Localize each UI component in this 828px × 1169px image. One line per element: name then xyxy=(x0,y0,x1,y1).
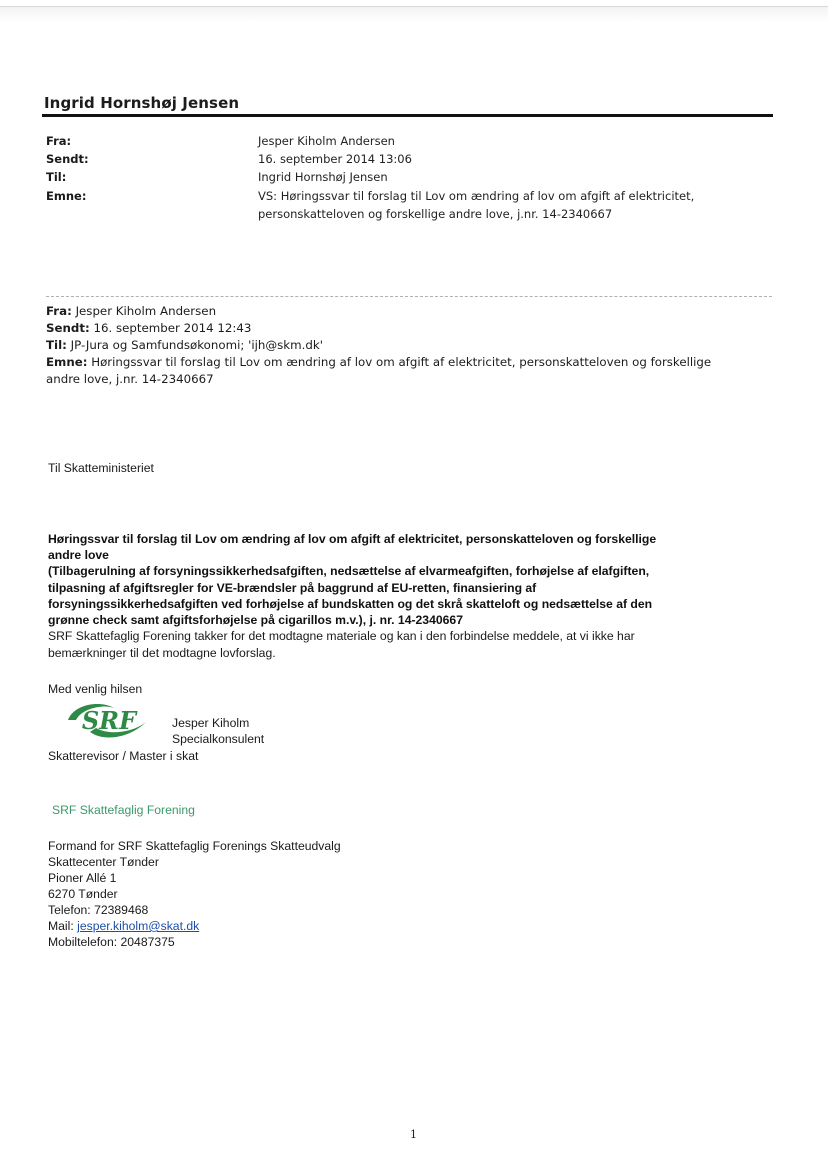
srf-logo-text: SRF xyxy=(81,706,137,735)
forwarded-to-label: Til: xyxy=(46,338,67,352)
closing-greeting: Med venlig hilsen xyxy=(48,682,143,696)
forwarded-from-label: Fra: xyxy=(46,304,72,318)
forwarded-to xyxy=(46,337,323,353)
body-paragraph-line2: bemærkninger til det modtagne lovforslag. xyxy=(48,646,276,660)
subject-value-line2: personskatteloven og forskellige andre love, j.nr. 14-2340667 xyxy=(258,207,613,221)
forwarded-subject xyxy=(46,354,711,370)
contact-line: 6270 Tønder xyxy=(48,887,118,901)
sent-label: Sendt: xyxy=(46,152,89,166)
subject-heading-block xyxy=(48,531,768,628)
forwarded-sent-label: Sendt: xyxy=(46,321,90,335)
contact-mail-link[interactable]: jesper.kiholm@skat.dk xyxy=(77,919,200,933)
contact-line: Pioner Allé 1 xyxy=(48,871,117,885)
subject-heading-line: tilpasning af afgiftsregler for VE-brændsler på baggrund af EU-retten, finansiering af xyxy=(48,580,537,595)
forwarded-from xyxy=(46,303,216,319)
forwarded-sent xyxy=(46,320,251,336)
signer-title: Specialkonsulent xyxy=(172,732,265,746)
forwarded-to-value: JP-Jura og Samfundsøkonomi; 'ijh@skm.dk' xyxy=(70,338,323,352)
sent-value: 16. september 2014 13:06 xyxy=(258,152,412,166)
forwarded-subject-label: Emne: xyxy=(46,355,88,369)
recipient-line: Til Skatteministeriet xyxy=(48,461,154,475)
forwarded-sent-value: 16. september 2014 12:43 xyxy=(93,321,252,335)
subject-label: Emne: xyxy=(46,189,87,203)
subject-heading-line: forsyningssikkerhedsafgiften ved forhøjelse af bundskatten og det skrå skatteloft og nedsættelse af den xyxy=(48,596,653,611)
signer-role: Skatterevisor / Master i skat xyxy=(48,749,199,763)
subject-heading-line: (Tilbagerulning af forsyningssikkerhedsafgiften, nedsættelse af elvarmeafgiften, forhøjelse af elafgiften, xyxy=(48,564,650,579)
srf-logo xyxy=(60,698,158,742)
contact-line: Skattecenter Tønder xyxy=(48,855,159,869)
forwarded-subject-line2: andre love, j.nr. 14-2340667 xyxy=(46,372,214,386)
contact-mobile: Mobiltelefon: 20487375 xyxy=(48,935,175,949)
body-paragraph-line1: SRF Skattefaglig Forening takker for det modtagne materiale og kan i den forbindelse meddele, at vi ikke har xyxy=(48,629,635,643)
subject-heading-line: andre love xyxy=(48,548,109,563)
subject-value-line1: VS: Høringssvar til forslag til Lov om ændring af lov om afgift af elektricitet, xyxy=(258,189,695,203)
to-label: Til: xyxy=(46,170,67,184)
from-label: Fra: xyxy=(46,134,72,148)
organization-name: SRF Skattefaglig Forening xyxy=(52,803,195,817)
forwarded-from-value: Jesper Kiholm Andersen xyxy=(75,304,217,318)
forwarded-subject-cont xyxy=(46,371,214,387)
forward-separator xyxy=(46,296,772,297)
from-value: Jesper Kiholm Andersen xyxy=(258,134,395,148)
page-number: 1 xyxy=(410,1128,417,1141)
contact-mail xyxy=(48,918,199,934)
scan-edge xyxy=(0,6,828,22)
to-value: Ingrid Hornshøj Jensen xyxy=(258,170,388,184)
subject-heading-line: Høringssvar til forslag til Lov om ændring af lov om afgift af elektricitet, personskatteloven og forskellige xyxy=(48,532,657,546)
mailbox-owner: Ingrid Hornshøj Jensen xyxy=(44,94,240,112)
header-rule xyxy=(42,114,773,117)
contact-mail-label: Mail: xyxy=(48,919,78,933)
contact-phone: Telefon: 72389468 xyxy=(48,903,149,917)
subject-heading-line: grønne check samt afgiftsforhøjelse på cigarillos m.v.), j. nr. 14-2340667 xyxy=(48,613,463,628)
signer-name: Jesper Kiholm xyxy=(172,716,250,730)
contact-line: Formand for SRF Skattefaglig Forenings Skatteudvalg xyxy=(48,839,341,853)
forwarded-subject-line1: Høringssvar til forslag til Lov om ændring af lov om afgift af elektricitet, personskatteloven og forskellige xyxy=(91,355,712,369)
